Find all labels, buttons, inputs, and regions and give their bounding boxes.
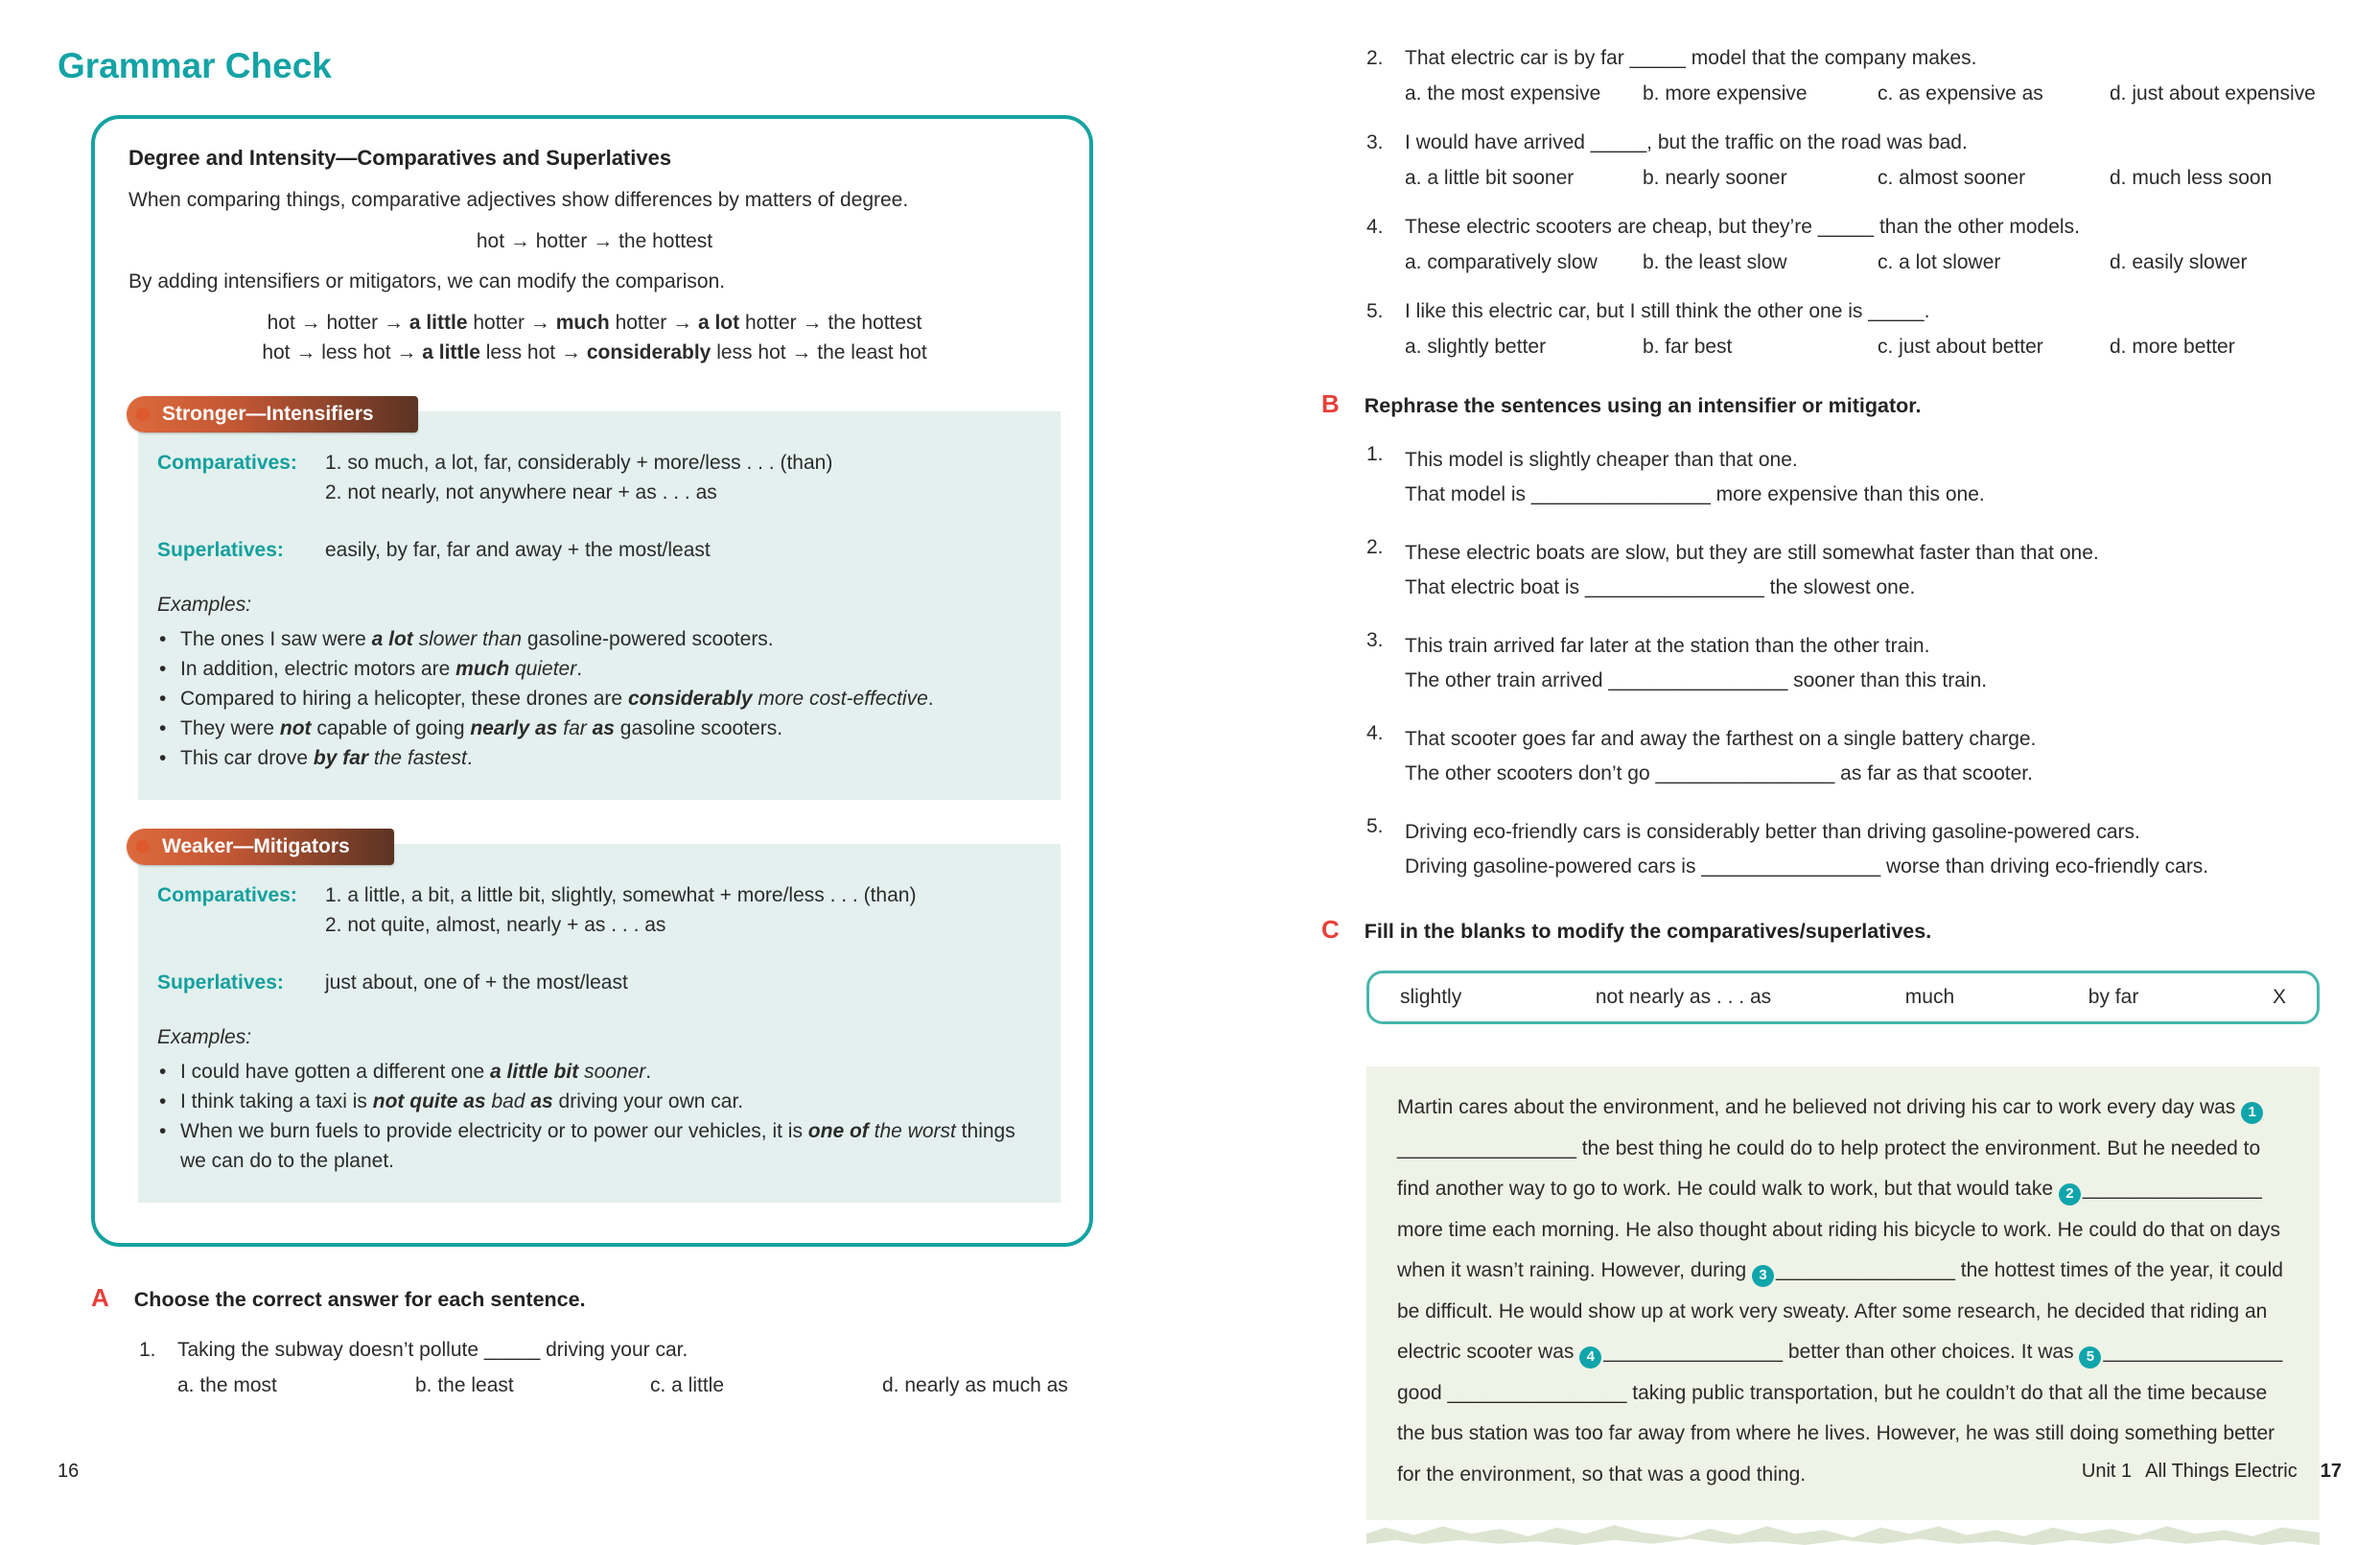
blank-number-badge: 4 [1579, 1346, 1601, 1369]
answer-option[interactable]: d. much less soon [2110, 167, 2273, 189]
answer-option[interactable]: a. the most expensive [1405, 82, 1601, 105]
section-b-items [1321, 443, 2342, 884]
section-a-questions-left [58, 1336, 1132, 1397]
answer-option[interactable]: b. far best [1643, 336, 1733, 358]
blank-number-badge: 1 [2241, 1102, 2263, 1124]
answer-option[interactable]: a. slightly better [1405, 336, 1547, 358]
comparison-chain-mitigated: hot → less hot → a little less hot → considerably less hot → the least hot [262, 341, 927, 363]
section-b-title: Rephrase the sentences using an intensifier or mitigator. [1364, 394, 1922, 417]
mc-question [1366, 44, 2342, 105]
answer-option[interactable]: c. as expensive as [1878, 82, 2043, 105]
example-item: • This car drove by far the fastest. [157, 743, 1041, 773]
word-bank-item[interactable]: much [1904, 986, 1955, 1008]
answer-options [1405, 82, 2342, 105]
rule-line: just about, one of + the most/least [325, 971, 628, 994]
question-text: That electric car is by far _____ model that the company makes. [1405, 47, 1977, 69]
example-item: • I think taking a taxi is not quite as bad as driving your own car. [157, 1087, 1041, 1116]
item-number: 3. [1366, 629, 1384, 651]
section-c-letter: C [1321, 915, 1340, 944]
examples-list [157, 624, 1041, 773]
comparatives-rules [325, 448, 1041, 507]
grammar-intro-1: When comparing things, comparative adjectives show differences by matters of degree. [128, 189, 909, 211]
word-bank-item[interactable]: X [2272, 986, 2286, 1008]
answer-option[interactable]: a. a little bit sooner [1405, 167, 1575, 189]
source-sentence: That scooter goes far and away the farthest on a single battery charge. [1405, 728, 2037, 750]
comparatives-label: Comparatives: [157, 452, 297, 474]
answer-option[interactable]: c. just about better [1878, 336, 2043, 358]
word-bank-item[interactable]: slightly [1400, 986, 1462, 1008]
answer-option[interactable]: d. more better [2110, 336, 2235, 358]
examples-label: Examples: [157, 1026, 252, 1048]
item-number: 4. [1366, 722, 1384, 744]
answer-option[interactable]: d. easily slower [2110, 251, 2248, 273]
rule-sections-container [128, 396, 1061, 1203]
rule-line: easily, by far, far and away + the most/least [325, 539, 711, 561]
word-bank [1366, 971, 2320, 1024]
mc-question [1366, 297, 2342, 359]
rule-badge [127, 396, 418, 433]
rule-section [138, 829, 1061, 1203]
mc-question [1366, 213, 2342, 274]
superlatives-rules [325, 968, 1041, 997]
rule-section [138, 396, 1061, 800]
torn-paper-edge [1366, 1520, 2320, 1545]
rule-body [138, 844, 1061, 1203]
rule-line: 2. not nearly, not anywhere near + as . . . as [325, 481, 717, 503]
cloze-passage: Martin cares about the environment, and he believed not driving his car to work every day was 1________________ the best thing he could do to help protect the environment. But he needed to find another way to go to work. He could walk to work, but that would take 2 ________________ more time each morning. He also thought about riding his bicycle to work. He could do that on days when it wasn’t raining. However, during 3 ________________ the hottest times of the year, it could be difficult. He would show up at work very sweaty. After some research, he decided that riding an electric scooter was 4 ________________ better than other choices. It was 5 ________________ good ________________ taking public transportation, but he couldn’t do that all the time because the bus station was too far away from where he lives. However, he was still doing something better for the environment, so that was a good thing. [1366, 1066, 2320, 1520]
section-b-letter: B [1321, 389, 1340, 418]
footer-right [2082, 1461, 2342, 1483]
answer-option[interactable]: a. comparatively slow [1405, 251, 1598, 273]
item-number: 2. [1366, 536, 1384, 558]
rule-line: 1. so much, a lot, far, considerably + more/less . . . (than) [325, 452, 833, 474]
comparison-chain-basic: hot → hotter → the hottest [476, 230, 713, 252]
bullet-circle-icon [136, 840, 150, 854]
example-item: • Compared to hiring a helicopter, these drones are considerably more cost-effective. [157, 684, 1041, 714]
question-number: 1. [139, 1339, 156, 1361]
rule-badge [127, 829, 394, 865]
answer-option[interactable]: b. the least [415, 1374, 514, 1396]
answer-option[interactable]: b. more expensive [1643, 82, 1808, 105]
rewrite-sentence-with-blank: That model is ________________ more expensive than this one. [1405, 483, 1985, 505]
answer-option[interactable]: c. almost sooner [1878, 167, 2026, 189]
source-sentence: This model is slightly cheaper than that one. [1405, 449, 1798, 471]
example-item: • The ones I saw were a lot slower than gasoline-powered scooters. [157, 624, 1041, 654]
section-c [1321, 915, 2342, 1545]
section-c-header [1321, 915, 2342, 945]
section-c-title: Fill in the blanks to modify the comparatives/superlatives. [1364, 920, 1932, 943]
word-bank-item[interactable]: not nearly as . . . as [1595, 986, 1772, 1008]
example-item: • I could have gotten a different one a little bit sooner. [157, 1057, 1041, 1087]
rewrite-sentence-with-blank: The other scooters don’t go ________________ as far as that scooter. [1405, 762, 2033, 784]
answer-option[interactable]: c. a little [650, 1374, 725, 1396]
answer-option[interactable]: c. a lot slower [1878, 251, 2001, 273]
section-a-title: Choose the correct answer for each sentence. [133, 1288, 586, 1311]
comparatives-rules [325, 880, 1041, 940]
rewrite-sentence-with-blank: Driving gasoline-powered cars is ________________ worse than driving eco-friendly cars. [1405, 855, 2209, 878]
question-number: 3. [1366, 131, 1384, 153]
page-right [1321, 38, 2342, 1545]
rephrase-item [1366, 536, 2342, 605]
answer-options [177, 1374, 1132, 1397]
question-text: I like this electric car, but I still think the other one is _____. [1405, 300, 1930, 322]
rule-badge-label: Stronger—Intensifiers [162, 403, 374, 425]
grammar-rule-box [91, 115, 1093, 1247]
question-text: These electric scooters are cheap, but they’re _____ than the other models. [1405, 216, 2080, 238]
blank-number-badge: 2 [2059, 1183, 2081, 1206]
answer-options [1405, 167, 2342, 190]
answer-option[interactable]: d. nearly as much as [882, 1374, 1068, 1396]
page-left [58, 38, 1132, 1397]
source-sentence: This train arrived far later at the station than the other train. [1405, 635, 1930, 657]
item-number: 1. [1366, 443, 1384, 465]
section-a-header [91, 1283, 1132, 1313]
rule-line: 1. a little, a bit, a little bit, slightly, somewhat + more/less . . . (than) [325, 884, 917, 906]
answer-options [1405, 251, 2342, 274]
section-a-letter: A [91, 1283, 109, 1312]
comparison-chain-intensified: hot → hotter → a little hotter → much hotter → a lot hotter → the hottest [267, 312, 922, 334]
answer-options [1405, 336, 2342, 359]
answer-option[interactable]: b. the least slow [1643, 251, 1787, 273]
question-text: I would have arrived _____, but the traffic on the road was bad. [1405, 131, 1968, 153]
item-number: 5. [1366, 815, 1384, 837]
rewrite-sentence-with-blank: The other train arrived ________________ sooner than this train. [1405, 669, 1988, 691]
rephrase-item [1366, 629, 2342, 698]
superlatives-rules [325, 535, 1041, 565]
section-a-questions-continued [1321, 44, 2342, 359]
superlatives-label: Superlatives: [157, 971, 284, 994]
rule-badge-label: Weaker—Mitigators [162, 835, 350, 857]
page-number-right: 17 [2320, 1461, 2342, 1482]
question-number: 2. [1366, 47, 1384, 69]
word-bank-item[interactable]: by far [2088, 986, 2139, 1008]
page-number-left: 16 [58, 1461, 80, 1482]
rephrase-item [1366, 815, 2342, 884]
answer-option[interactable]: b. nearly sooner [1643, 167, 1787, 189]
rule-line: 2. not quite, almost, nearly + as . . . as [325, 914, 666, 936]
rephrase-item [1366, 443, 2342, 512]
rewrite-sentence-with-blank: That electric boat is ________________ the slowest one. [1405, 576, 1916, 598]
grammar-box-heading: Degree and Intensity—Comparatives and Superlatives [128, 146, 672, 170]
superlatives-label: Superlatives: [157, 539, 284, 561]
example-item: • They were not capable of going nearly as far as gasoline scooters. [157, 714, 1041, 743]
section-b-header [1321, 389, 2342, 419]
page-title: Grammar Check [58, 46, 332, 85]
bullet-circle-icon [136, 408, 150, 421]
source-sentence: These electric boats are slow, but they are still somewhat faster than that one. [1405, 542, 2099, 564]
blank-number-badge: 3 [1752, 1265, 1774, 1287]
answer-option[interactable]: a. the most [177, 1374, 277, 1396]
examples-list [157, 1057, 1041, 1176]
example-item: • When we burn fuels to provide electricity or to power our vehicles, it is one of the worst things we can do to the planet. [157, 1116, 1041, 1176]
question-text: Taking the subway doesn’t pollute _____ driving your car. [177, 1339, 688, 1361]
mc-question [139, 1336, 1132, 1397]
grammar-intro-2: By adding intensifiers or mitigators, we can modify the comparison. [128, 270, 726, 293]
mc-question [1366, 129, 2342, 190]
examples-label: Examples: [157, 594, 252, 616]
book-title: All Things Electric [2145, 1461, 2298, 1482]
question-number: 4. [1366, 216, 1384, 238]
question-number: 5. [1366, 300, 1384, 322]
blank-number-badge: 5 [2079, 1346, 2101, 1369]
rephrase-item [1366, 722, 2342, 791]
comparatives-label: Comparatives: [157, 884, 297, 906]
source-sentence: Driving eco-friendly cars is considerably better than driving gasoline-powered cars. [1405, 821, 2140, 843]
section-b [1321, 389, 2342, 884]
unit-label: Unit 1 [2081, 1461, 2133, 1482]
rule-body [138, 411, 1061, 800]
answer-option[interactable]: d. just about expensive [2110, 82, 2316, 105]
example-item: • In addition, electric motors are much quieter. [157, 654, 1041, 684]
